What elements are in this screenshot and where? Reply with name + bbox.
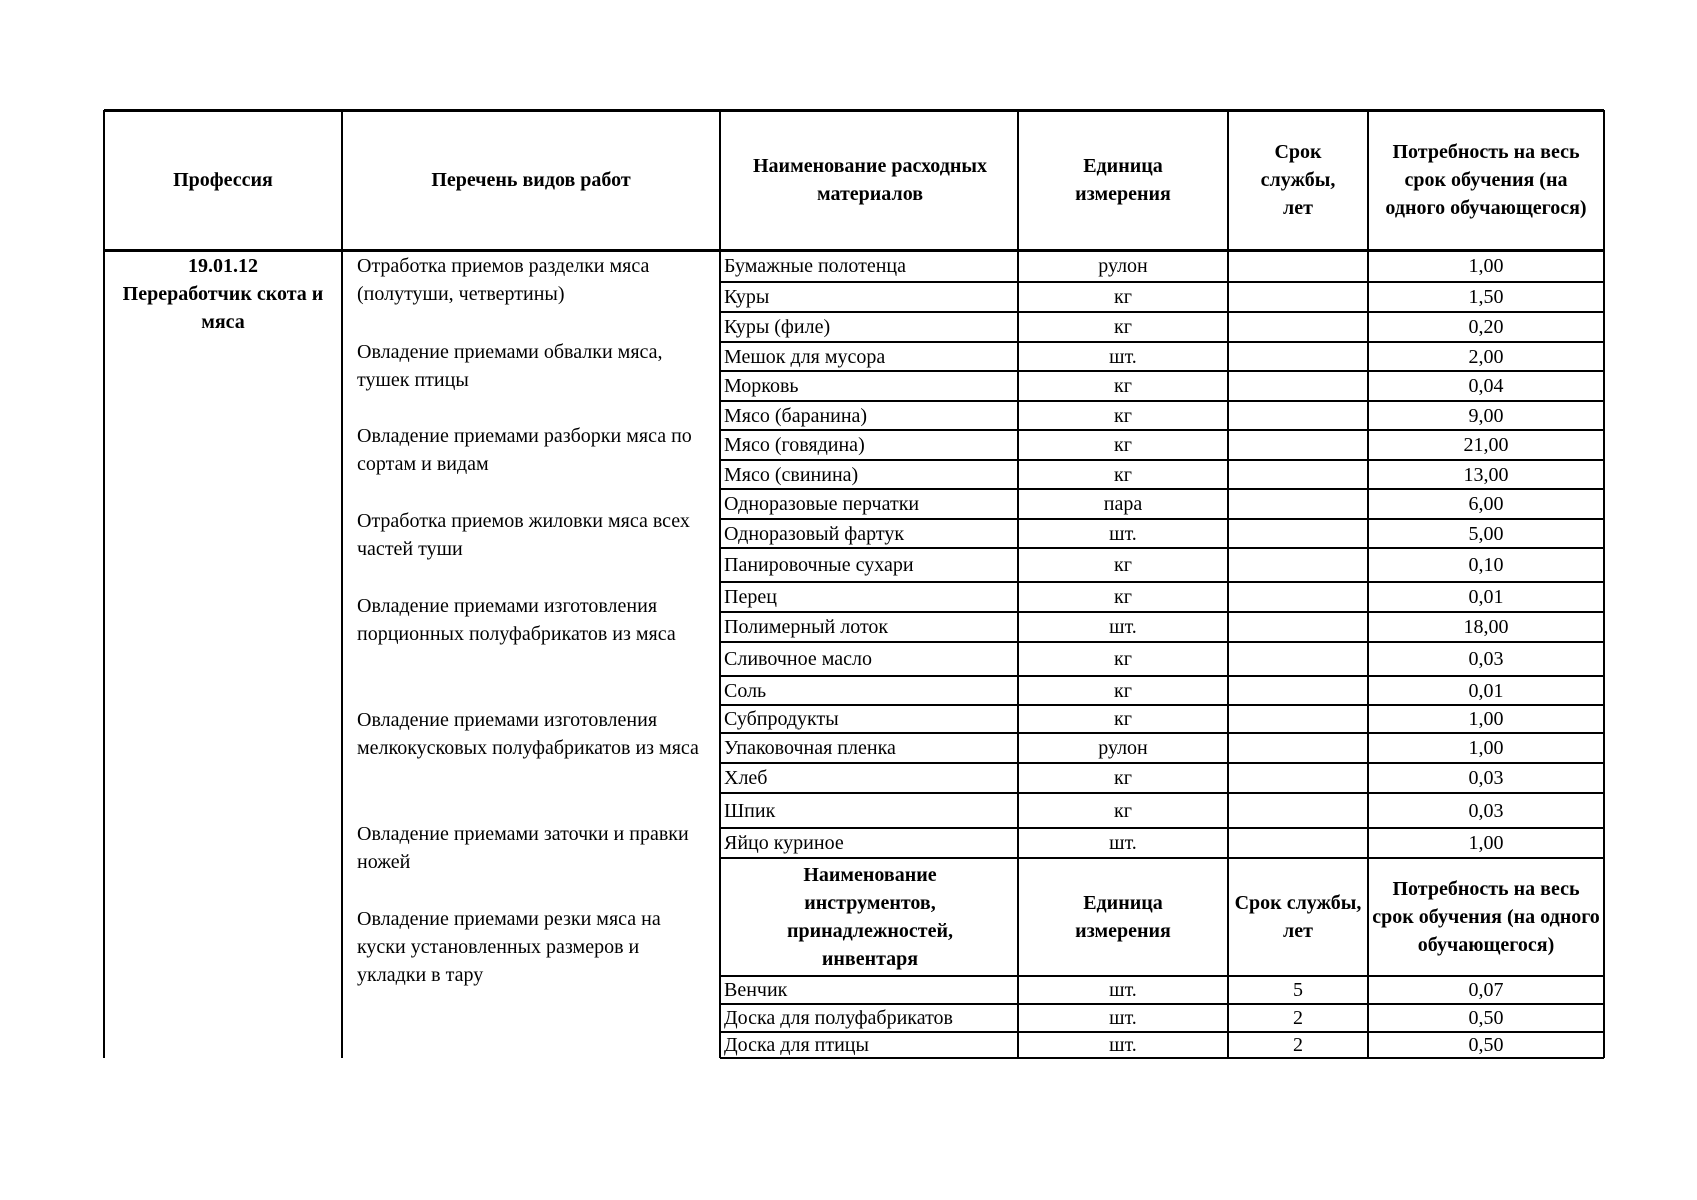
- materials-unit: кг: [1114, 554, 1132, 576]
- materials-name: Яйцо куриное: [724, 832, 844, 854]
- materials-unit: кг: [1114, 316, 1132, 338]
- tools-term: 2: [1293, 1007, 1303, 1029]
- materials-need: 0,01: [1468, 679, 1504, 702]
- tools-need: 0,07: [1468, 979, 1504, 1001]
- work-item: Овладение приемами обвалки мяса, тушек птицы: [357, 341, 663, 391]
- grid-line: [720, 1057, 1604, 1059]
- grid-line: [103, 110, 105, 1058]
- grid-line: [720, 1003, 1604, 1005]
- materials-term: [1228, 582, 1368, 612]
- grid-line: [720, 675, 1604, 677]
- materials-unit: кг: [1114, 767, 1132, 789]
- tools-header-unit: Единица измерения: [1075, 892, 1171, 942]
- grid-line: [341, 110, 343, 1058]
- grid-line: [104, 249, 1604, 252]
- grid-line: [720, 857, 1604, 859]
- grid-line: [720, 459, 1604, 461]
- materials-need: 5,00: [1468, 522, 1504, 545]
- tools-name: Доска для полуфабрикатов: [724, 1007, 953, 1029]
- materials-unit: кг: [1114, 286, 1132, 308]
- materials-term: [1228, 676, 1368, 705]
- grid-line: [720, 641, 1604, 643]
- grid-line: [720, 488, 1604, 490]
- tools-unit: шт.: [1109, 1034, 1137, 1056]
- materials-need: 21,00: [1463, 434, 1509, 456]
- materials-need: 0,03: [1468, 648, 1504, 670]
- materials-name: Куры (филе): [724, 316, 831, 338]
- materials-name: Куры: [724, 286, 770, 308]
- tools-unit: шт.: [1109, 1007, 1137, 1029]
- tools-need: 0,50: [1468, 1034, 1504, 1056]
- materials-name: Бумажные полотенца: [724, 255, 907, 277]
- materials-name: Панировочные сухари: [724, 554, 914, 576]
- grid-line: [720, 827, 1604, 829]
- grid-line: [720, 400, 1604, 402]
- work-item: Овладение приемами разборки мяса по сортам и видам: [357, 425, 692, 475]
- materials-term: [1228, 489, 1368, 519]
- materials-need: 9,00: [1468, 404, 1504, 427]
- materials-unit: шт.: [1109, 522, 1137, 545]
- grid-line: [104, 109, 1604, 112]
- grid-line: [1603, 110, 1605, 1058]
- materials-term: [1228, 705, 1368, 733]
- grid-line: [1227, 110, 1229, 1058]
- materials-need: 0,01: [1468, 586, 1504, 608]
- grid-line: [1367, 110, 1369, 1058]
- tools-header-name: Наименование инструментов, принадлежностей, инвентаря: [786, 864, 954, 970]
- materials-term: [1228, 519, 1368, 548]
- grid-line: [719, 110, 721, 1058]
- materials-term: [1228, 342, 1368, 371]
- materials-unit: кг: [1114, 708, 1132, 730]
- grid-line: [720, 547, 1604, 549]
- materials-name: Одноразовый фартук: [724, 522, 905, 545]
- materials-term: [1228, 282, 1368, 312]
- materials-term: [1228, 763, 1368, 793]
- tools-name: Доска для птицы: [724, 1034, 869, 1056]
- materials-need: 2,00: [1468, 345, 1504, 368]
- materials-unit: кг: [1114, 463, 1132, 486]
- materials-name: Сливочное масло: [724, 648, 872, 670]
- header-term: Срок службы, лет: [1260, 141, 1336, 219]
- grid-line: [720, 370, 1604, 372]
- materials-need: 1,00: [1468, 832, 1504, 854]
- tools-need: 0,50: [1468, 1007, 1504, 1029]
- profession-name: Переработчик скота и мяса: [122, 283, 324, 333]
- grid-line: [720, 341, 1604, 343]
- grid-line: [720, 581, 1604, 583]
- materials-unit: кг: [1114, 679, 1132, 702]
- materials-name: Перец: [724, 586, 777, 608]
- grid-line: [720, 792, 1604, 794]
- grid-line: [720, 429, 1604, 431]
- materials-name: Соль: [724, 679, 767, 702]
- tools-term: 2: [1293, 1034, 1303, 1056]
- materials-need: 1,00: [1468, 255, 1504, 277]
- materials-unit: шт.: [1109, 832, 1137, 854]
- grid-line: [1017, 110, 1019, 1058]
- materials-name: Мясо (свинина): [724, 463, 859, 486]
- materials-name: Мясо (говядина): [724, 434, 865, 456]
- materials-unit: кг: [1114, 648, 1132, 670]
- materials-unit: кг: [1114, 586, 1132, 608]
- header-materials: Наименование расходных материалов: [753, 155, 987, 205]
- materials-unit: кг: [1114, 799, 1132, 822]
- materials-term: [1228, 250, 1368, 282]
- tools-term: 5: [1293, 979, 1303, 1001]
- work-item: Овладение приемами изготовления мелкокусковых полуфабрикатов из мяса: [357, 709, 699, 759]
- grid-line: [720, 311, 1604, 313]
- tools-unit: шт.: [1109, 979, 1137, 1001]
- materials-need: 0,04: [1468, 375, 1504, 397]
- tools-header-term: Срок службы, лет: [1234, 892, 1362, 942]
- materials-name: Упаковочная пленка: [724, 737, 896, 759]
- materials-unit: кг: [1114, 375, 1132, 397]
- materials-need: 13,00: [1463, 463, 1509, 486]
- work-item: Отработка приемов жиловки мяса всех частей туши: [357, 510, 690, 560]
- materials-need: 1,50: [1468, 286, 1504, 308]
- header-works: Перечень видов работ: [431, 169, 631, 191]
- materials-unit: шт.: [1109, 616, 1137, 638]
- profession-cell: [104, 252, 342, 336]
- work-item: Отработка приемов разделки мяса (полутуши, четвертины): [357, 255, 650, 305]
- materials-need: 0,03: [1468, 767, 1504, 789]
- grid-line: [720, 704, 1604, 706]
- materials-name: Мясо (баранина): [724, 404, 868, 427]
- grid-line: [720, 1031, 1604, 1033]
- materials-term: [1228, 642, 1368, 676]
- grid-line: [720, 732, 1604, 734]
- materials-term: [1228, 733, 1368, 763]
- tools-header-need: Потребность на весь срок обучения (на одного обучающегося): [1372, 878, 1600, 956]
- materials-name: Морковь: [724, 375, 799, 397]
- work-item: Овладение приемами изготовления порционных полуфабрикатов из мяса: [357, 595, 676, 645]
- grid-line: [720, 762, 1604, 764]
- materials-term: [1228, 548, 1368, 582]
- materials-unit: шт.: [1109, 345, 1137, 368]
- profession-code: 19.01.12: [188, 255, 258, 277]
- materials-need: 0,10: [1468, 554, 1504, 576]
- materials-name: Шпик: [724, 799, 776, 822]
- materials-need: 1,00: [1468, 737, 1504, 759]
- materials-name: Хлеб: [724, 767, 768, 789]
- materials-name: Мешок для мусора: [724, 345, 886, 368]
- grid-line: [720, 611, 1604, 613]
- materials-unit: кг: [1114, 434, 1132, 456]
- materials-term: [1228, 460, 1368, 489]
- materials-term: [1228, 312, 1368, 342]
- materials-need: 0,20: [1468, 316, 1504, 338]
- materials-need: 18,00: [1463, 616, 1509, 638]
- grid-line: [720, 281, 1604, 283]
- materials-name: Полимерный лоток: [724, 616, 889, 638]
- grid-line: [720, 518, 1604, 520]
- work-item: Овладение приемами резки мяса на куски установленных размеров и укладки в тару: [357, 908, 661, 986]
- materials-name: Одноразовые перчатки: [724, 493, 920, 515]
- header-profession: Профессия: [173, 169, 273, 191]
- materials-need: 1,00: [1468, 708, 1504, 730]
- grid-line: [720, 975, 1604, 977]
- materials-term: [1228, 430, 1368, 460]
- header-need: Потребность на весь срок обучения (на одного обучающегося): [1385, 141, 1587, 219]
- materials-unit: рулон: [1098, 255, 1148, 277]
- materials-term: [1228, 612, 1368, 642]
- materials-unit: пара: [1103, 493, 1143, 515]
- materials-term: [1228, 371, 1368, 401]
- materials-term: [1228, 401, 1368, 430]
- materials-term: [1228, 828, 1368, 858]
- header-unit: Единица измерения: [1075, 155, 1171, 205]
- materials-name: Субпродукты: [724, 708, 839, 730]
- materials-term: [1228, 793, 1368, 828]
- materials-unit: рулон: [1098, 737, 1148, 759]
- tools-name: Венчик: [724, 979, 788, 1001]
- materials-need: 6,00: [1468, 493, 1504, 515]
- materials-unit: кг: [1114, 404, 1132, 427]
- materials-need: 0,03: [1468, 799, 1504, 822]
- work-item: Овладение приемами заточки и правки ножей: [357, 823, 689, 873]
